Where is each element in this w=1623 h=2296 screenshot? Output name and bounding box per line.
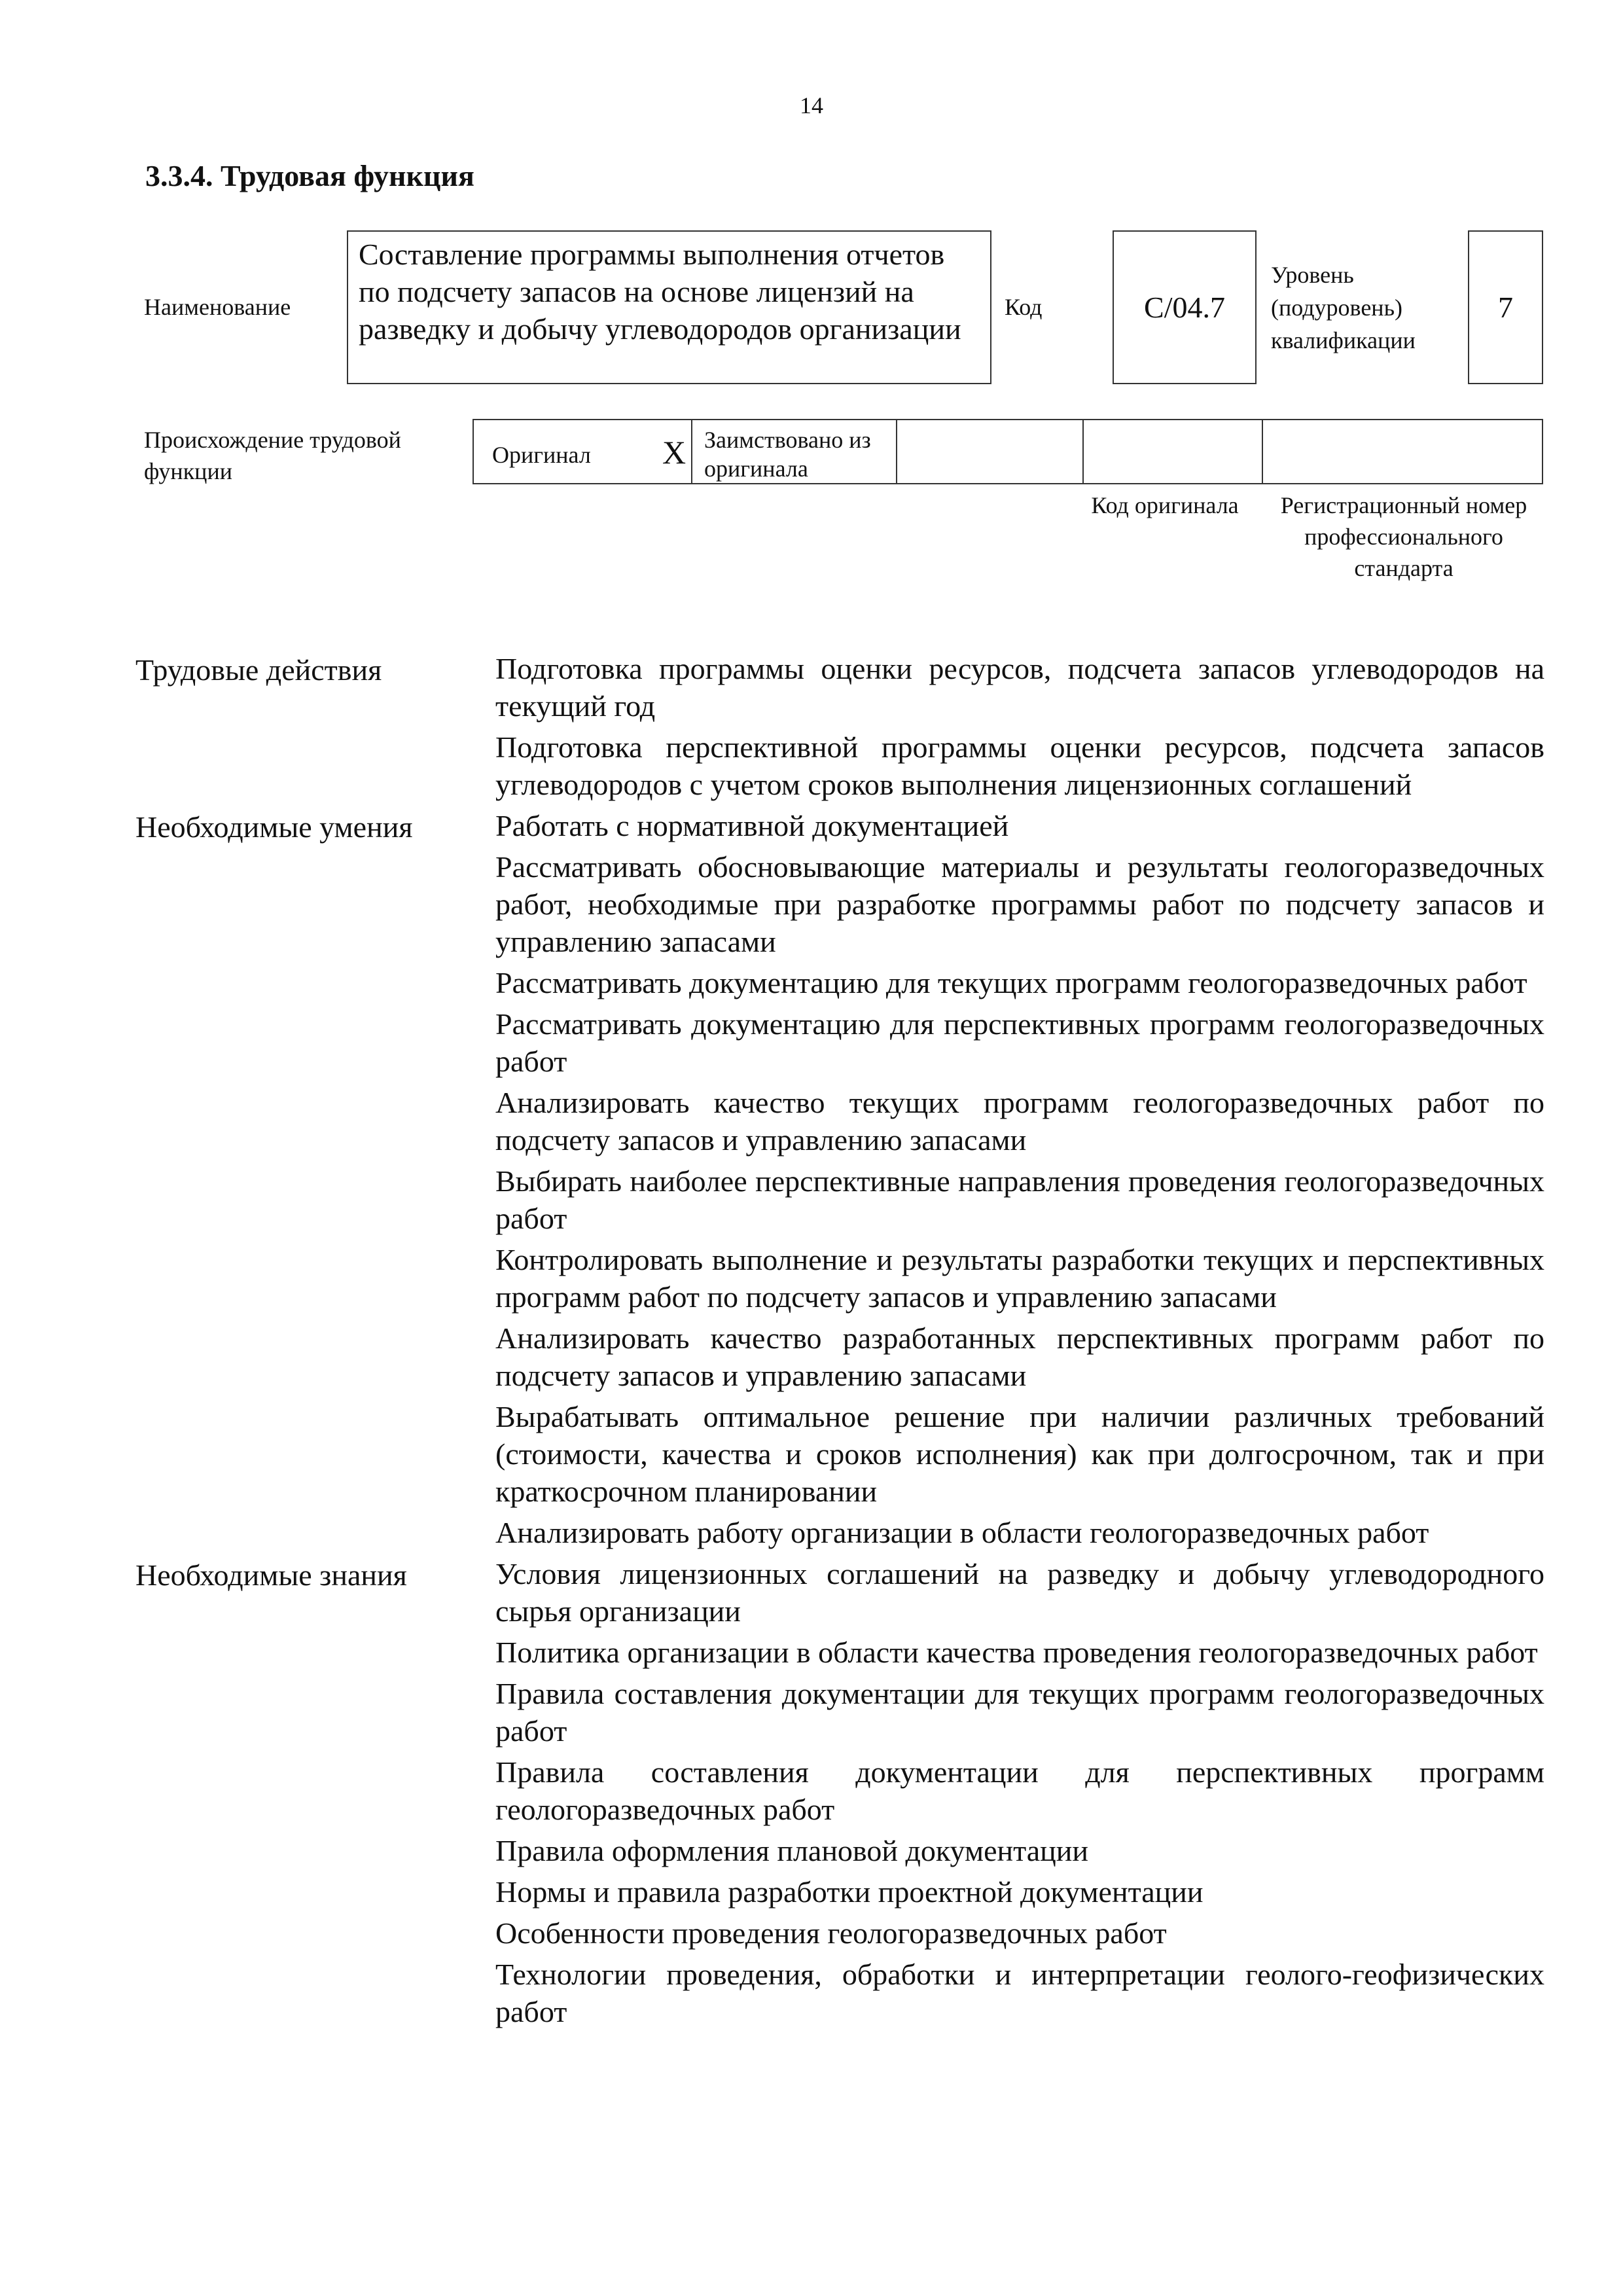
section-row bbox=[121, 1553, 1544, 2032]
list-item: Технологии проведения, обработки и интерпретации геолого-геофизических работ bbox=[495, 1958, 1544, 2028]
section-row bbox=[121, 805, 1544, 1553]
list-item: Анализировать качество разработанных перспективных программ работ по подсчету запасов и управлению запасами bbox=[495, 1321, 1544, 1392]
original-label: Оригинал bbox=[492, 442, 591, 468]
section-title: Трудовые действия bbox=[135, 653, 382, 687]
list-item: Выбирать наиболее перспективные направления проведения геологоразведочных работ bbox=[495, 1164, 1544, 1235]
list-item: Особенности проведения геологоразведочных работ bbox=[495, 1916, 1167, 1950]
function-details-table bbox=[121, 648, 1544, 2032]
list-item: Анализировать качество текущих программ геологоразведочных работ по подсчету запасов и управлению запасами bbox=[495, 1086, 1544, 1157]
section-items bbox=[489, 1553, 1544, 2032]
code-original-caption: Код оригинала bbox=[1091, 492, 1239, 518]
list-item: Правила оформления плановой документации bbox=[495, 1834, 1089, 1867]
origin-cell-borrowed bbox=[692, 420, 897, 483]
origin-cell-original bbox=[474, 420, 692, 483]
code-label: Код bbox=[1005, 294, 1043, 320]
origin-label: Происхождение трудовой функции bbox=[144, 427, 401, 484]
section-items bbox=[489, 648, 1544, 805]
list-item: Контролировать выполнение и результаты разработки текущих и перспективных программ работ по подсчету запасов и управлению запасами bbox=[495, 1243, 1544, 1314]
section-heading: 3.3.4. Трудовая функция bbox=[145, 159, 474, 192]
origin-cell-reg-number bbox=[1262, 420, 1544, 483]
origin-cell-empty bbox=[1084, 420, 1262, 483]
list-item: Подготовка перспективной программы оценки ресурсов, подсчета запасов углеводородов с учетом сроков выполнения лицензионных соглашений bbox=[495, 730, 1544, 801]
list-item: Условия лицензионных соглашений на разведку и добычу углеводородного сырья организации bbox=[495, 1557, 1544, 1628]
list-item: Вырабатывать оптимальное решение при наличии различных требований (стоимости, качества и сроков исполнения) как при долгосрочном, так и при краткосрочном планировании bbox=[495, 1400, 1544, 1508]
list-item: Правила составления документации для перспективных программ геологоразведочных работ bbox=[495, 1755, 1544, 1826]
list-item: Рассматривать документацию для перспективных программ геологоразведочных работ bbox=[495, 1007, 1544, 1078]
page-number: 14 bbox=[800, 92, 823, 118]
code-value-box: C/04.7 bbox=[1113, 230, 1257, 384]
level-label: Уровень (подуровень) квалификации bbox=[1271, 262, 1416, 353]
section-title: Необходимые знания bbox=[135, 1558, 407, 1592]
origin-table bbox=[473, 419, 1543, 484]
list-item: Анализировать работу организации в области геологоразведочных работ bbox=[495, 1516, 1429, 1549]
reg-number-caption: Регистрационный номер профессионального стандарта bbox=[1280, 492, 1527, 581]
original-mark: X bbox=[662, 434, 687, 471]
level-value-box: 7 bbox=[1468, 230, 1543, 384]
name-label: Наименование bbox=[144, 294, 291, 320]
list-item: Работать с нормативной документацией bbox=[495, 809, 1009, 842]
section-row bbox=[121, 648, 1544, 805]
borrowed-label: Заимствовано из оригинала bbox=[704, 427, 871, 482]
list-item: Подготовка программы оценки ресурсов, подсчета запасов углеводородов на текущий год bbox=[495, 652, 1544, 723]
list-item: Правила составления документации для текущих программ геологоразведочных работ bbox=[495, 1677, 1544, 1748]
origin-cell-code bbox=[897, 420, 1084, 483]
list-item: Нормы и правила разработки проектной документации bbox=[495, 1875, 1204, 1909]
section-items bbox=[489, 805, 1544, 1553]
name-value-box: Составление программы выполнения отчетов по подсчету запасов на основе лицензий на разведку и добычу углеводородов организации bbox=[347, 230, 991, 384]
list-item: Политика организации в области качества проведения геологоразведочных работ bbox=[495, 1636, 1538, 1669]
list-item: Рассматривать обосновывающие материалы и результаты геологоразведочных работ, необходимые при разработке программы работ по подсчету запасов и управлению запасами bbox=[495, 850, 1544, 958]
section-title: Необходимые умения bbox=[135, 810, 413, 844]
list-item: Рассматривать документацию для текущих программ геологоразведочных работ bbox=[495, 966, 1527, 999]
